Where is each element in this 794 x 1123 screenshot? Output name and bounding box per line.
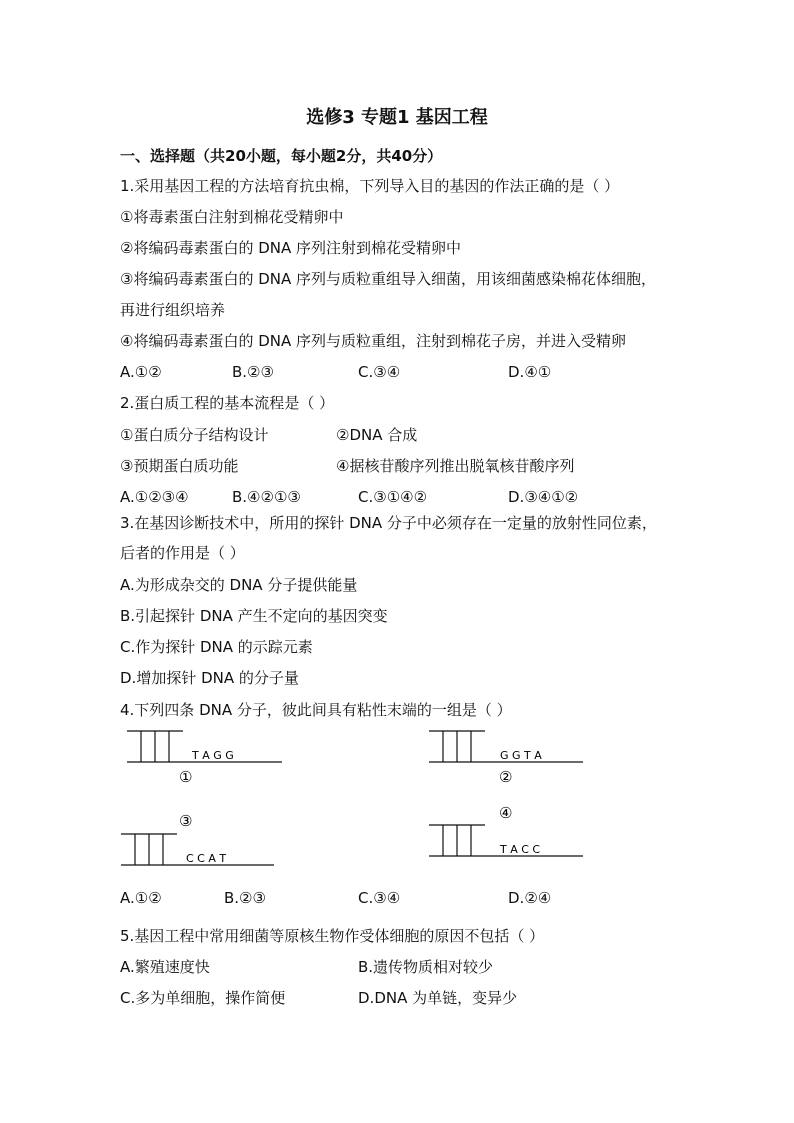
q5-option-c: C.多为单细胞，操作简便 — [120, 989, 286, 1007]
q3-option-d: D.增加探针 DNA 的分子量 — [120, 669, 299, 687]
q2-option-a: A.①②③④ — [120, 488, 189, 506]
q4-option-d: D.②④ — [508, 889, 552, 907]
q3-option-b: B.引起探针 DNA 产生不定向的基因突变 — [120, 607, 388, 625]
dna-molecule-1-label: ① — [179, 768, 193, 786]
q2-step-3: ③预期蛋白质功能 — [120, 457, 239, 475]
q2-step-1: ①蛋白质分子结构设计 — [120, 426, 269, 444]
q2-option-b: B.④②①③ — [232, 488, 301, 506]
q1-statement-3-cont: 再进行组织培养 — [120, 301, 226, 319]
q2-step-2: ②DNA 合成 — [336, 426, 418, 444]
q1-statement-4: ④将编码毒素蛋白的 DNA 序列与质粒重组，注射到棉花子房，并进入受精卵 — [120, 332, 627, 350]
dna-molecule-1-sequence: T A G G — [192, 749, 234, 762]
q1-option-b: B.②③ — [232, 363, 274, 381]
dna-molecule-4-label: ④ — [499, 804, 513, 822]
q3-option-a: A.为形成杂交的 DNA 分子提供能量 — [120, 576, 358, 594]
dna-molecule-3-label: ③ — [179, 812, 193, 830]
q2-stem: 2.蛋白质工程的基本流程是（ ） — [120, 394, 335, 412]
q5-stem: 5.基因工程中常用细菌等原核生物作受体细胞的原因不包括（ ） — [120, 927, 545, 945]
q1-option-d: D.④① — [508, 363, 552, 381]
q3-stem: 3.在基因诊断技术中，所用的探针 DNA 分子中必须存在一定量的放射性同位素， — [120, 514, 657, 532]
q2-option-d: D.③④①② — [508, 488, 579, 506]
q5-option-d: D.DNA 为单链，变异少 — [358, 989, 518, 1007]
q5-option-b: B.遗传物质相对较少 — [358, 958, 494, 976]
dna-molecule-3-sequence: C C A T — [186, 852, 227, 865]
page-title: 选修3 专题1 基因工程 — [306, 107, 488, 128]
q4-option-b: B.②③ — [224, 889, 266, 907]
q4-stem: 4.下列四条 DNA 分子，彼此间具有粘性末端的一组是（ ） — [120, 701, 512, 719]
q4-option-c: C.③④ — [358, 889, 401, 907]
q1-statement-1: ①将毒素蛋白注射到棉花受精卵中 — [120, 208, 344, 226]
q2-option-c: C.③①④② — [358, 488, 428, 506]
q2-step-4: ④据核苷酸序列推出脱氧核苷酸序列 — [336, 457, 575, 475]
q1-statement-2: ②将编码毒素蛋白的 DNA 序列注射到棉花受精卵中 — [120, 239, 462, 257]
q4-option-a: A.①② — [120, 889, 162, 907]
dna-molecule-4-sequence: T A C C — [500, 843, 541, 856]
q5-option-a: A.繁殖速度快 — [120, 958, 210, 976]
dna-molecule-2-sequence: G G T A — [500, 749, 542, 762]
q1-option-a: A.①② — [120, 363, 162, 381]
q3-option-c: C.作为探针 DNA 的示踪元素 — [120, 638, 313, 656]
q3-stem-cont: 后者的作用是（ ） — [120, 544, 245, 562]
q1-statement-3: ③将编码毒素蛋白的 DNA 序列与质粒重组导入细菌，用该细菌感染棉花体细胞， — [120, 270, 657, 288]
dna-molecule-2-label: ② — [499, 768, 513, 786]
section-heading: 一、选择题（共20小题，每小题2分，共40分） — [120, 147, 443, 165]
q1-stem: 1.采用基因工程的方法培育抗虫棉，下列导入目的基因的作法正确的是（ ） — [120, 177, 620, 195]
q1-option-c: C.③④ — [358, 363, 401, 381]
